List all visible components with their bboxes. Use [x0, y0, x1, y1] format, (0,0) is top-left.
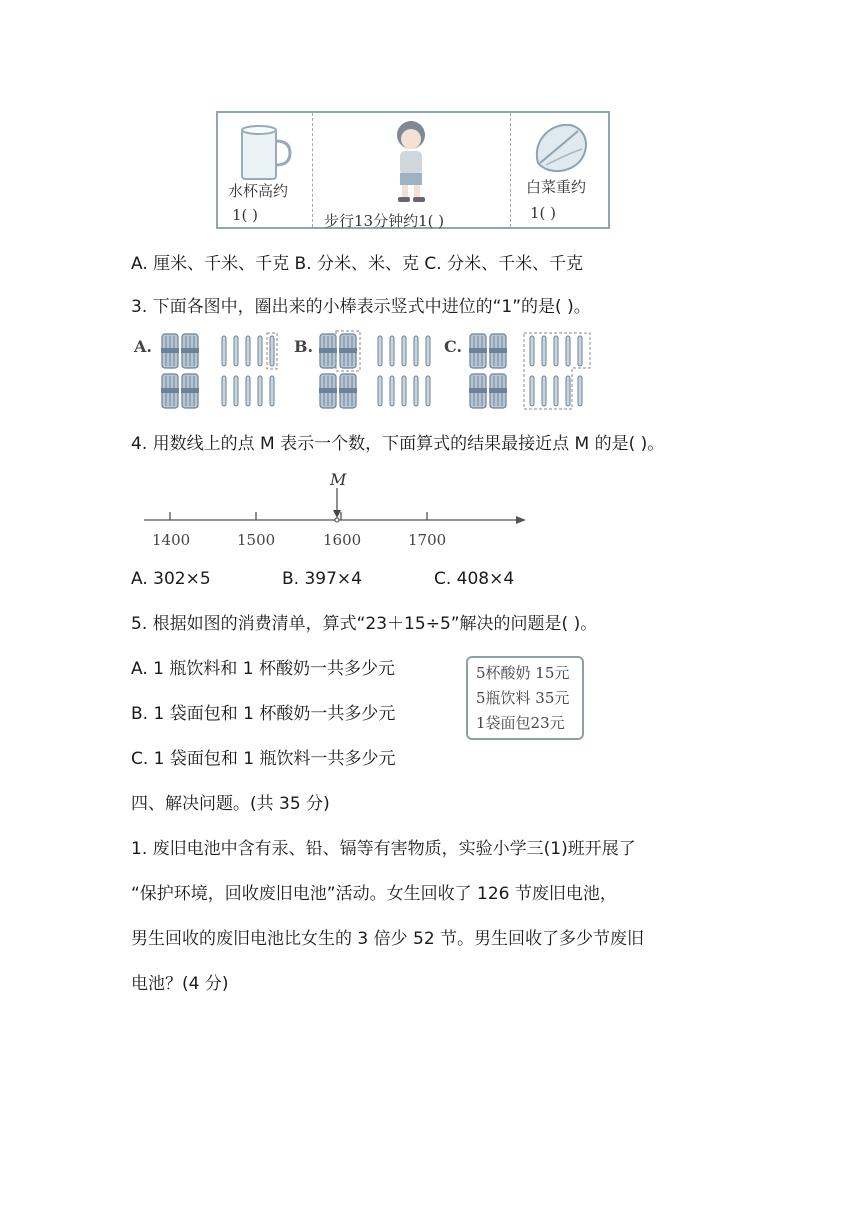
divider	[312, 113, 313, 227]
units-figure	[216, 111, 610, 229]
walking-boy-icon	[386, 117, 436, 205]
q4-question: 4. 用数线上的点 M 表示一个数，下面算式的结果最接近点 M 的是( )。	[131, 434, 665, 454]
tick-label: 1400	[152, 531, 191, 549]
q3-label-b: B.	[294, 337, 314, 356]
tick-label: 1700	[408, 531, 447, 549]
receipt-box	[466, 656, 584, 740]
cabbage-label: 白菜重约	[526, 178, 587, 196]
q3-label-a: A.	[134, 337, 152, 356]
q5-option-c: C. 1 袋面包和 1 瓶饮料一共多少元	[131, 749, 396, 769]
point-m-label: M	[330, 470, 347, 489]
problem-line: 1. 废旧电池中含有汞、铅、镉等有害物质，实验小学三(1)班开展了	[131, 839, 636, 859]
q3-question: 3. 下面各图中，圈出来的小棒表示竖式中进位的“1”的是( )。	[131, 297, 591, 317]
q4-option-c: C. 408×4	[434, 569, 515, 589]
tick-label: 1500	[237, 531, 276, 549]
q4-option-b: B. 397×4	[282, 569, 362, 589]
receipt-line: 5杯酸奶 15元	[476, 664, 570, 682]
walk-label: 步行13分钟约1( )	[324, 212, 445, 230]
divider	[510, 113, 511, 227]
cabbage-blank: 1( )	[530, 204, 557, 222]
q5-question: 5. 根据如图的消费清单，算式“23＋15÷5”解决的问题是( )。	[131, 614, 598, 634]
cup-icon	[236, 123, 294, 183]
q5-option-b: B. 1 袋面包和 1 杯酸奶一共多少元	[131, 704, 396, 724]
problem-line: 男生回收的废旧电池比女生的 3 倍少 52 节。男生回收了多少节废旧	[131, 929, 645, 949]
problem-line: 电池？(4 分)	[131, 974, 229, 994]
cabbage-icon	[530, 119, 592, 177]
q3-label-c: C.	[444, 337, 463, 356]
problem-line: “保护环境，回收废旧电池”活动。女生回收了 126 节废旧电池，	[131, 884, 617, 904]
sticks-figure	[132, 330, 602, 412]
q5-option-a: A. 1 瓶饮料和 1 杯酸奶一共多少元	[131, 659, 395, 679]
receipt-line: 1袋面包23元	[476, 714, 565, 732]
number-line	[138, 466, 538, 556]
q4-option-a: A. 302×5	[131, 569, 211, 589]
tick-label: 1600	[323, 531, 362, 549]
q2-options: A. 厘米、千米、千克 B. 分米、米、克 C. 分米、千米、千克	[131, 254, 584, 274]
cup-blank: 1( )	[232, 206, 259, 224]
cup-label: 水杯高约	[228, 182, 289, 200]
section-heading: 四、解决问题。(共 35 分)	[131, 794, 330, 814]
receipt-line: 5瓶饮料 35元	[476, 689, 570, 707]
